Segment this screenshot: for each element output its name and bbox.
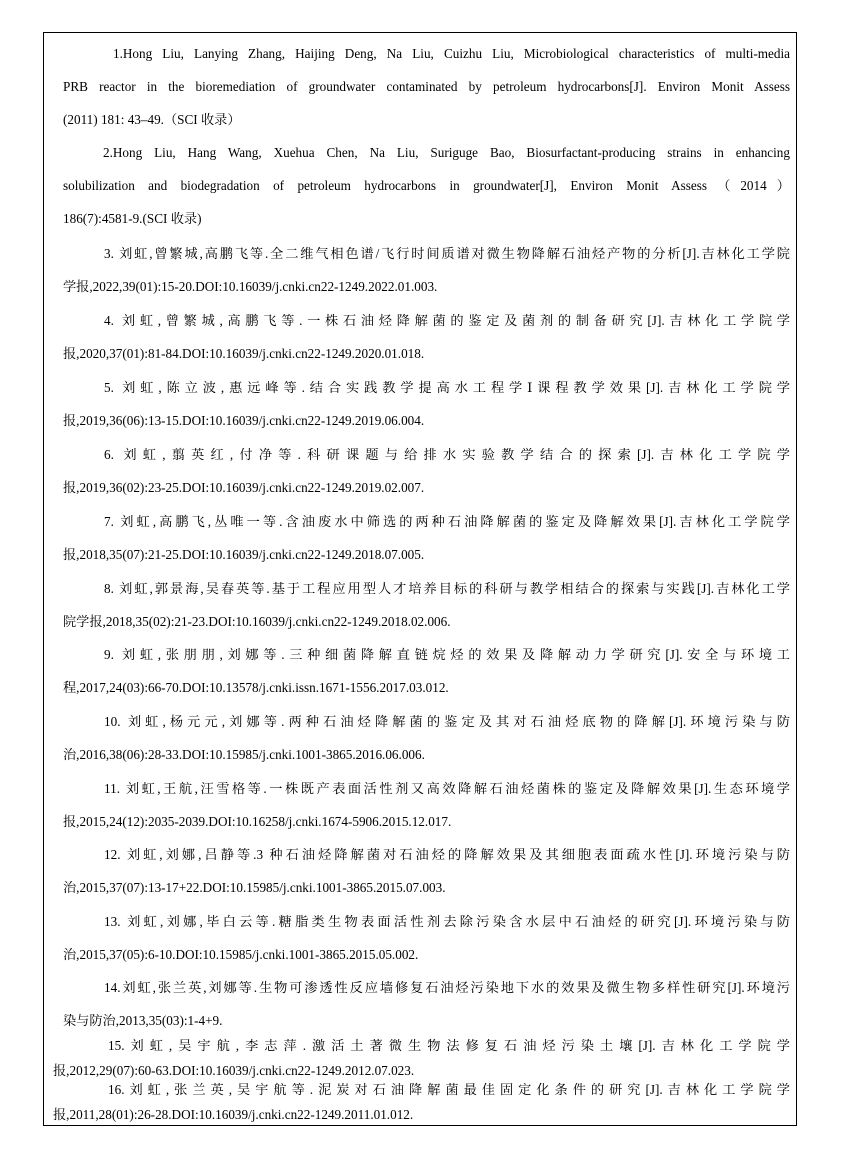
reference-line: 报,2020,37(01):81-84.DOI:10.16039/j.cnki.cn22-1249.2020.01.018. bbox=[63, 346, 425, 361]
reference-line: 5. 刘虹,陈立波,惠远峰等.结合实践教学提高水工程学Ⅰ课程教学效果[J].吉林化工学院学 bbox=[104, 380, 790, 395]
reference-line: 10. 刘虹,杨元元,刘娜等.两种石油烃降解菌的鉴定及其对石油烃底物的降解[J].环境污染与防 bbox=[104, 714, 790, 729]
reference-line: 报,2012,29(07):60-63.DOI:10.16039/j.cnki.cn22-1249.2012.07.023. bbox=[53, 1063, 415, 1078]
reference-line: 院学报,2018,35(02):21-23.DOI:10.16039/j.cnki.cn22-1249.2018.02.006. bbox=[63, 614, 451, 629]
reference-line: 13. 刘虹,刘娜,毕白云等.糖脂类生物表面活性剂去除污染含水层中石油烃的研究[J].环境污染与防 bbox=[104, 914, 790, 929]
reference-line: 14.刘虹,张兰英,刘娜等.生物可渗透性反应墙修复石油烃污染地下水的效果及微生物多样性研究[J].环境污 bbox=[104, 980, 790, 995]
reference-line: (2011) 181: 43–49.（SCI 收录） bbox=[63, 112, 241, 127]
reference-line: 11. 刘虹,王航,汪雪格等.一株既产表面活性剂又高效降解石油烃菌株的鉴定及降解效果[J].生态环境学 bbox=[104, 781, 790, 796]
reference-line: 治,2016,38(06):28-33.DOI:10.15985/j.cnki.1001-3865.2016.06.006. bbox=[63, 747, 425, 762]
reference-line: 报,2018,35(07):21-25.DOI:10.16039/j.cnki.cn22-1249.2018.07.005. bbox=[63, 547, 425, 562]
reference-line: 3. 刘虹,曾繁城,高鹏飞等.全二维气相色谱/飞行时间质谱对微生物降解石油烃产物的分析[J].吉林化工学院 bbox=[104, 246, 790, 261]
reference-item-8 bbox=[63, 572, 790, 638]
reference-item-15 bbox=[53, 1033, 790, 1083]
reference-line: 报,2015,24(12):2035-2039.DOI:10.16258/j.cnki.1674-5906.2015.12.017. bbox=[63, 814, 452, 829]
reference-item-10 bbox=[63, 705, 790, 771]
reference-item-2 bbox=[63, 136, 790, 235]
reference-line: 治,2015,37(07):13-17+22.DOI:10.15985/j.cnki.1001-3865.2015.07.003. bbox=[63, 880, 446, 895]
reference-line: 4. 刘虹,曾繁城,高鹏飞等.一株石油烃降解菌的鉴定及菌剂的制备研究[J].吉林化工学院学 bbox=[104, 313, 790, 328]
reference-line: 报,2019,36(02):23-25.DOI:10.16039/j.cnki.cn22-1249.2019.02.007. bbox=[63, 480, 425, 495]
reference-item-13 bbox=[63, 905, 790, 971]
reference-line: 学报,2022,39(01):15-20.DOI:10.16039/j.cnki.cn22-1249.2022.01.003. bbox=[63, 279, 438, 294]
reference-item-14 bbox=[63, 971, 790, 1037]
reference-item-1 bbox=[63, 37, 790, 136]
reference-line: 9. 刘虹,张朋朋,刘娜等.三种细菌降解直链烷烃的效果及降解动力学研究[J].安全与环境工 bbox=[104, 647, 790, 662]
reference-line: 7. 刘虹,高鹏飞,丛唯一等.含油废水中筛选的两种石油降解菌的鉴定及降解效果[J].吉林化工学院学 bbox=[104, 514, 790, 529]
reference-line: 染与防治,2013,35(03):1-4+9. bbox=[63, 1013, 223, 1028]
reference-line: PRB reactor in the bioremediation of groundwater contaminated by petroleum hydrocarbons[J]. Environ Monit Assess bbox=[63, 79, 790, 94]
reference-item-4 bbox=[63, 304, 790, 370]
reference-line: 8. 刘虹,郭景海,吴春英等.基于工程应用型人才培养目标的科研与教学相结合的探索与实践[J].吉林化工学 bbox=[104, 581, 790, 596]
reference-item-3 bbox=[63, 237, 790, 303]
reference-line: 6. 刘虹,翦英红,付净等.科研课题与给排水实验教学结合的探索[J].吉林化工学院学 bbox=[104, 447, 790, 462]
reference-line: solubilization and biodegradation of petroleum hydrocarbons in groundwater[J], Environ Monit Assess（2014） bbox=[63, 178, 790, 193]
reference-line: 2.Hong Liu, Hang Wang, Xuehua Chen, Na Liu, Suriguge Bao, Biosurfactant-producing strains in enhancing bbox=[103, 145, 790, 160]
reference-line: 报,2019,36(06):13-15.DOI:10.16039/j.cnki.cn22-1249.2019.06.004. bbox=[63, 413, 425, 428]
reference-item-11 bbox=[63, 772, 790, 838]
reference-line: 186(7):4581-9.(SCI 收录) bbox=[63, 211, 202, 226]
reference-line: 16.刘虹,张兰英,吴宇航等.泥炭对石油降解菌最佳固定化条件的研究[J].吉林化工学院学 bbox=[108, 1082, 790, 1097]
reference-line: 治,2015,37(05):6-10.DOI:10.15985/j.cnki.1001-3865.2015.05.002. bbox=[63, 947, 419, 962]
reference-line: 1.Hong Liu, Lanying Zhang, Haijing Deng, Na Liu, Cuizhu Liu, Microbiological characteristics of multi-media bbox=[113, 46, 790, 61]
reference-item-12 bbox=[63, 838, 790, 904]
reference-item-5 bbox=[63, 371, 790, 437]
reference-item-16 bbox=[53, 1077, 790, 1127]
reference-item-7 bbox=[63, 505, 790, 571]
reference-list-frame bbox=[43, 32, 797, 1126]
reference-line: 程,2017,24(03):66-70.DOI:10.13578/j.cnki.issn.1671-1556.2017.03.012. bbox=[63, 680, 449, 695]
reference-item-6 bbox=[63, 438, 790, 504]
reference-item-9 bbox=[63, 638, 790, 704]
reference-line: 报,2011,28(01):26-28.DOI:10.16039/j.cnki.cn22-1249.2011.01.012. bbox=[53, 1107, 414, 1122]
reference-line: 15.刘虹,吴宇航,李志萍.激活土著微生物法修复石油烃污染土壤[J].吉林化工学院学 bbox=[108, 1038, 790, 1053]
reference-line: 12. 刘虹,刘娜,吕静等.3 种石油烃降解菌对石油烃的降解效果及其细胞表面疏水性[J].环境污染与防 bbox=[104, 847, 790, 862]
